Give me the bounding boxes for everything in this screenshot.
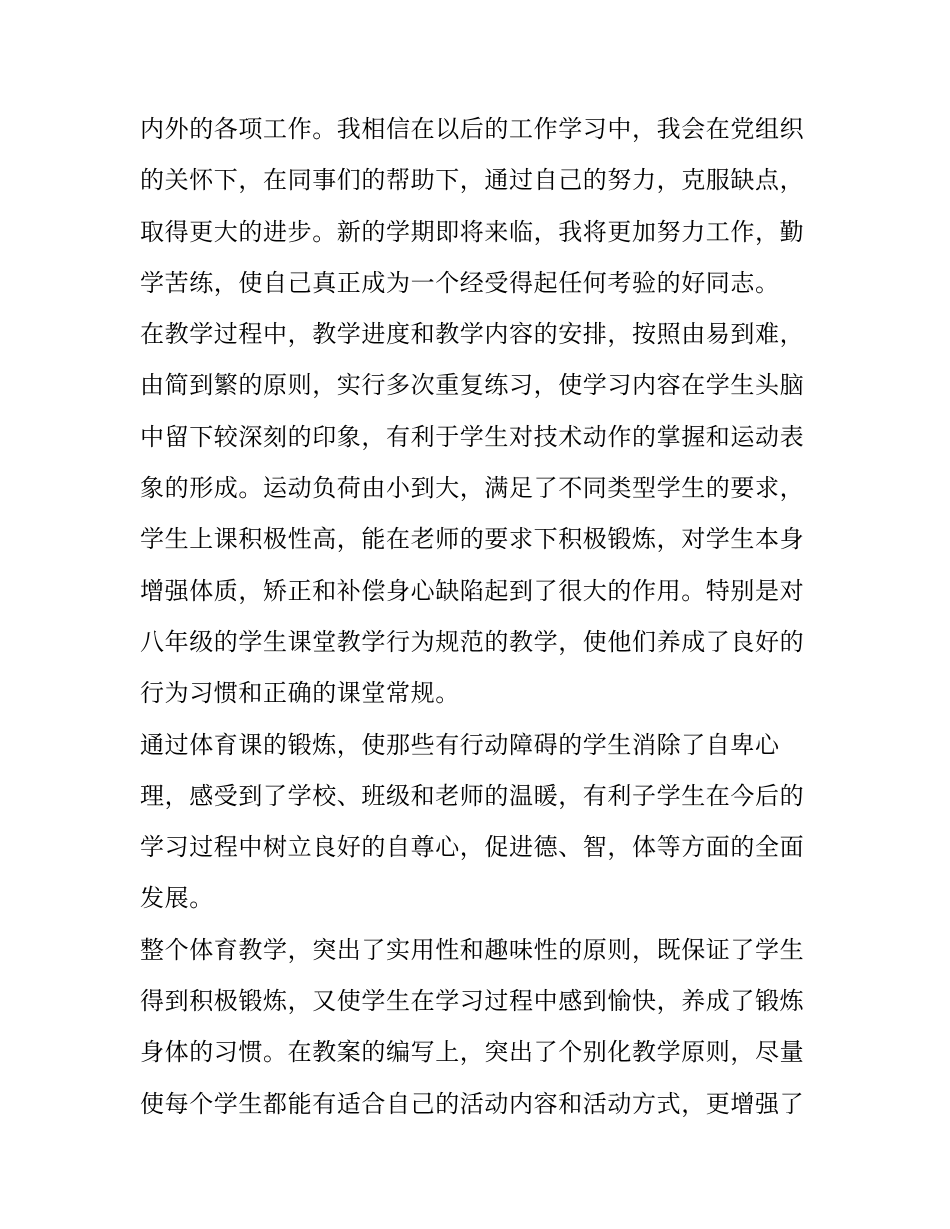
text-line: 取得更大的进步。新的学期即将来临，我将更加努力工作，勤 (140, 217, 805, 246)
text-line: 中留下较深刻的印象，有利于学生对技术动作的掌握和运动表 (140, 422, 805, 451)
text-line: 学苦练，使自己真正成为一个经受得起任何考验的好同志。 (140, 268, 780, 297)
text-line: 通过体育课的锻炼，使那些有行动障碍的学生消除了自卑心 (140, 730, 780, 759)
text-line: 整个体育教学，突出了实用性和趣味性的原则，既保证了学生 (140, 935, 805, 964)
text-line: 在教学过程中，教学进度和教学内容的安排，按照由易到难， (140, 320, 805, 349)
text-line: 身体的习惯。在教案的编写上，突出了个别化教学原则，尽量 (140, 1038, 805, 1067)
text-line: 学生上课积极性高，能在老师的要求下积极锻炼，对学生本身 (140, 525, 805, 554)
body-text (140, 104, 820, 1130)
text-line: 理，感受到了学校、班级和老师的温暖，有利子学生在今后的 (140, 781, 805, 810)
text-line: 行为习惯和正确的课堂常规。 (140, 679, 460, 708)
text-line: 内外的各项工作。我相信在以后的工作学习中，我会在党组织 (140, 115, 805, 143)
text-line: 学习过程中树立良好的自尊心，促进德、智，体等方面的全面 (140, 833, 805, 862)
text-line: 八年级的学生课堂教学行为规范的教学，使他们养成了良好的 (140, 627, 805, 656)
text-line: 象的形成。运动负荷由小到大，满足了不同类型学生的要求， (140, 474, 805, 503)
text-line: 增强体质，矫正和补偿身心缺陷起到了很大的作用。特别是对 (140, 576, 805, 605)
text-line: 得到积极锻炼，又使学生在学习过程中感到愉快，养成了锻炼 (140, 987, 805, 1016)
text-line: 使每个学生都能有适合自己的活动内容和活动方式，更增强了 (140, 1089, 805, 1118)
text-line: 发展。 (140, 884, 214, 913)
text-line: 的关怀下，在同事们的帮助下，通过自己的努力，克服缺点， (140, 166, 805, 195)
text-line: 由简到繁的原则，实行多次重复练习，使学习内容在学生头脑 (140, 371, 805, 400)
